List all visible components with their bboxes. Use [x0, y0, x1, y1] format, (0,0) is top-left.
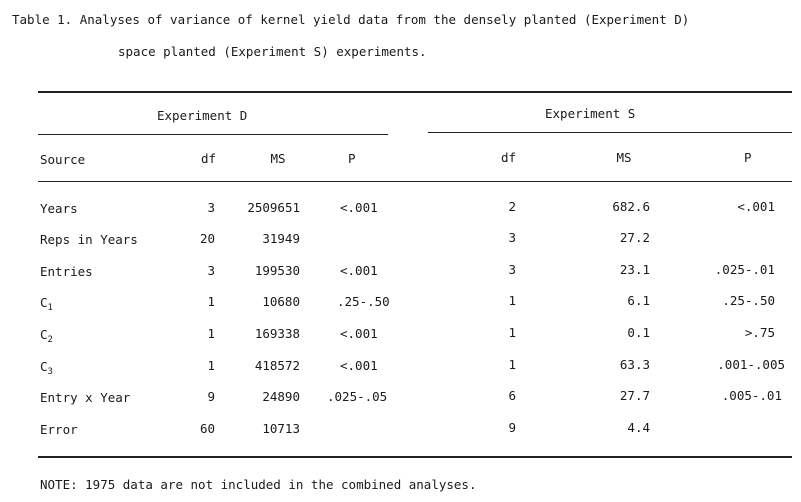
col-header-s-df: df	[500, 150, 516, 165]
row-s-df: 3	[508, 230, 516, 245]
row-d-ms: 10680	[262, 294, 300, 309]
row-d-ms: 31949	[262, 231, 300, 246]
row-source: $C_2$	[40, 327, 53, 345]
top-rule	[38, 91, 792, 93]
row-d-p: .025-.05	[327, 389, 388, 404]
row-d-df: 3	[207, 200, 215, 215]
row-s-ms: 27.7	[619, 388, 650, 403]
col-header-s-ms: MS	[616, 150, 632, 165]
row-d-ms: 199530	[254, 263, 300, 278]
row-d-p: .25-.50	[337, 294, 390, 309]
row-d-df: 1	[207, 326, 215, 341]
row-d-p: <.001	[340, 200, 378, 215]
row-d-df: 20	[199, 231, 215, 246]
col-header-d-p: P	[348, 151, 356, 166]
col-header-d-df: df	[200, 151, 216, 166]
group-header-experiment-s: Experiment S	[545, 106, 636, 121]
row-s-ms: 682.6	[612, 199, 650, 214]
row-d-df: 60	[199, 421, 215, 436]
col-header-d-ms: MS	[270, 151, 286, 166]
row-s-p: .25-.50	[722, 293, 775, 308]
row-d-df: 1	[207, 358, 215, 373]
table-caption-line1: Table 1. Analyses of variance of kernel yield data from the densely planted (Experiment D)	[12, 12, 690, 27]
row-d-ms: 10713	[262, 421, 300, 436]
header-rule	[38, 181, 792, 182]
row-d-p: <.001	[340, 263, 378, 278]
row-source: Years	[40, 201, 78, 216]
row-s-ms: 6.1	[627, 293, 650, 308]
row-source: Error	[40, 422, 78, 437]
row-d-ms: 24890	[262, 389, 300, 404]
row-d-df: 9	[207, 389, 215, 404]
row-source-subscript: 1	[47, 303, 53, 313]
row-s-p: <.001	[737, 199, 775, 214]
row-s-df: 6	[508, 388, 516, 403]
row-s-df: 3	[508, 262, 516, 277]
row-s-df: 2	[508, 199, 516, 214]
row-source: Entries	[40, 264, 93, 279]
row-s-ms: 27.2	[619, 230, 650, 245]
row-s-p: .025-.01	[714, 262, 775, 277]
row-s-df: 1	[508, 293, 516, 308]
row-source: Reps in Years	[40, 232, 138, 247]
row-source: Entry x Year	[40, 390, 131, 405]
row-d-ms: 418572	[254, 358, 300, 373]
row-d-ms: 2509651	[247, 200, 300, 215]
row-s-p: .001-.005	[717, 357, 785, 372]
col-header-source: Source	[40, 152, 86, 167]
table-note: NOTE: 1975 data are not included in the combined analyses.	[40, 477, 477, 492]
row-source: $C_3$	[40, 359, 53, 377]
table-caption-line2: space planted (Experiment S) experiments.	[118, 44, 427, 59]
row-s-ms: 0.1	[627, 325, 650, 340]
row-source-subscript: 2	[47, 335, 53, 345]
row-s-df: 1	[508, 325, 516, 340]
group-rule-s	[428, 132, 792, 133]
row-s-ms: 4.4	[627, 420, 650, 435]
row-s-ms: 23.1	[619, 262, 650, 277]
row-s-p: >.75	[744, 325, 775, 340]
row-d-ms: 169338	[254, 326, 300, 341]
col-header-s-p: P	[744, 150, 752, 165]
group-header-experiment-d: Experiment D	[157, 108, 248, 123]
row-s-ms: 63.3	[619, 357, 650, 372]
row-s-df: 1	[508, 357, 516, 372]
row-d-df: 3	[207, 263, 215, 278]
group-rule-d	[38, 134, 388, 135]
row-source-subscript: 3	[47, 367, 53, 377]
row-source: $C_1$	[40, 295, 53, 313]
row-s-p: .005-.01	[721, 388, 782, 403]
row-d-df: 1	[207, 294, 215, 309]
bottom-rule	[38, 456, 792, 458]
row-d-p: <.001	[340, 326, 378, 341]
row-d-p: <.001	[340, 358, 378, 373]
row-s-df: 9	[508, 420, 516, 435]
